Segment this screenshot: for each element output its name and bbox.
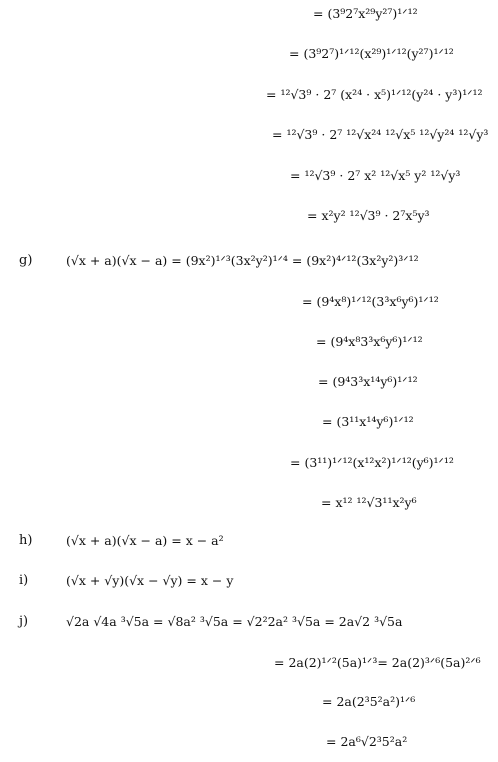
problem-label-g: g)	[19, 253, 33, 268]
equation-line: = ¹²√3⁹ · 2⁷ x² ¹²√x⁵ y² ¹²√y³	[290, 168, 461, 183]
equation-line: = 2a⁶√2³5²a²	[326, 734, 408, 749]
problem-g-statement: (√x + a)(√x − a) = (9x²)¹ᐟ³(3x²y²)¹ᐟ⁴ = (9x²)⁴ᐟ¹²(3x²y²)³ᐟ¹²	[66, 253, 419, 268]
equation-line: = 2a(2³5²a²)¹ᐟ⁶	[322, 694, 416, 709]
problem-j-statement: √2a √4a ³√5a = √8a² ³√5a = √2²2a² ³√5a = 2a√2 ³√5a	[66, 614, 403, 629]
equation-line: = 2a(2)¹ᐟ²(5a)¹ᐟ³= 2a(2)³ᐟ⁶(5a)²ᐟ⁶	[274, 655, 481, 670]
equation-line: = (3⁹2⁷x²⁹y²⁷)¹ᐟ¹²	[313, 6, 418, 21]
problem-i-statement: (√x + √y)(√x − √y) = x − y	[66, 573, 234, 588]
equation-line: = (3⁹2⁷)¹ᐟ¹²(x²⁹)¹ᐟ¹²(y²⁷)¹ᐟ¹²	[289, 46, 454, 61]
equation-line: = x¹² ¹²√3¹¹x²y⁶	[321, 495, 417, 510]
equation-line: = ¹²√3⁹ · 2⁷ ¹²√x²⁴ ¹²√x⁵ ¹²√y²⁴ ¹²√y³	[272, 127, 489, 142]
equation-line: = ¹²√3⁹ · 2⁷ (x²⁴ · x⁵)¹ᐟ¹²(y²⁴ · y³)¹ᐟ¹²	[266, 87, 483, 102]
equation-line: = (9⁴x⁸3³x⁶y⁶)¹ᐟ¹²	[316, 334, 423, 349]
equation-line: = (3¹¹)¹ᐟ¹²(x¹²x²)¹ᐟ¹²(y⁶)¹ᐟ¹²	[290, 455, 454, 470]
equation-line: = (9⁴x⁸)¹ᐟ¹²(3³x⁶y⁶)¹ᐟ¹²	[302, 294, 439, 309]
equation-line: = (9⁴3³x¹⁴y⁶)¹ᐟ¹²	[318, 374, 418, 389]
equation-line: = x²y² ¹²√3⁹ · 2⁷x⁵y³	[307, 208, 430, 223]
problem-label-i: i)	[19, 573, 29, 588]
problem-label-h: h)	[19, 533, 33, 548]
problem-h-statement: (√x + a)(√x − a) = x − a²	[66, 533, 224, 548]
problem-label-j: j)	[19, 614, 29, 629]
equation-line: = (3¹¹x¹⁴y⁶)¹ᐟ¹²	[322, 414, 414, 429]
